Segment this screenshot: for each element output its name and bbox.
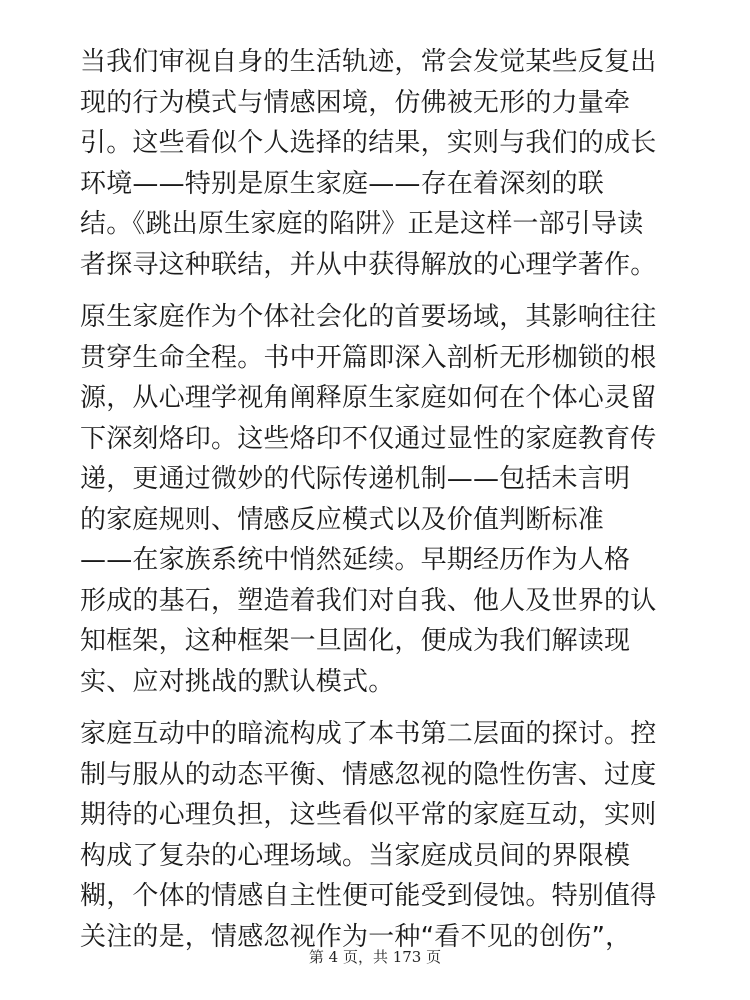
page-number-footer: 第 4 页，共 173 页 bbox=[308, 948, 442, 966]
paragraph-3 bbox=[80, 714, 675, 957]
text-line: 形成的基石，塑造着我们对自我、他人及世界的认 bbox=[80, 585, 657, 616]
text-line: 关注的是，情感忽视作为一种“看不见的创伤”， bbox=[80, 921, 632, 952]
page-body bbox=[80, 42, 675, 969]
text-line: 源，从心理学视角阐释原生家庭如何在个体心灵留 bbox=[80, 383, 657, 413]
text-line: 构成了复杂的心理场域。当家庭成员间的界限模 bbox=[80, 840, 631, 871]
text-line: 家庭互动中的暗流构成了本书第二层面的探讨。控 bbox=[80, 719, 657, 749]
text-line: 现的行为模式与情感困境，仿佛被无形的力量牵 bbox=[80, 87, 631, 118]
text-line: 者探寻这种联结，并从中获得解放的心理学著作。 bbox=[80, 249, 657, 280]
text-line: 递，更通过微妙的代际传递机制——包括未言明 bbox=[80, 464, 631, 494]
text-line: 贯穿生命全程。书中开篇即深入剖析无形枷锁的根 bbox=[80, 342, 657, 373]
text-line: 的家庭规则、情感反应模式以及价值判断标准 bbox=[80, 504, 605, 535]
text-line: 原生家庭作为个体社会化的首要场域，其影响往往 bbox=[80, 302, 657, 332]
text-line: 糊，个体的情感自主性便可能受到侵蚀。特别值得 bbox=[80, 881, 657, 911]
text-line: 环境——特别是原生家庭——存在着深刻的联 bbox=[80, 168, 605, 199]
text-line: 制与服从的动态平衡、情感忽视的隐性伤害、过度 bbox=[80, 759, 657, 790]
text-line: 实、应对挑战的默认模式。 bbox=[80, 666, 395, 697]
text-line: 下深刻烙印。这些烙印不仅通过显性的家庭教育传 bbox=[80, 423, 657, 454]
text-line: 期待的心理负担，这些看似平常的家庭互动，实则 bbox=[80, 800, 657, 830]
paragraph-1 bbox=[80, 42, 675, 285]
paragraph-2 bbox=[80, 297, 675, 702]
text-line: 结。《跳出原生家庭的陷阱》正是这样一部引导读 bbox=[80, 209, 644, 239]
text-line: ——在家族系统中悄然延续。早期经历作为人格 bbox=[80, 545, 631, 575]
text-line: 知框架，这种框架一旦固化，便成为我们解读现 bbox=[80, 626, 631, 656]
text-line: 当我们审视自身的生活轨迹，常会发觉某些反复出 bbox=[80, 47, 657, 77]
text-line: 引。这些看似个人选择的结果，实则与我们的成长 bbox=[80, 128, 657, 158]
